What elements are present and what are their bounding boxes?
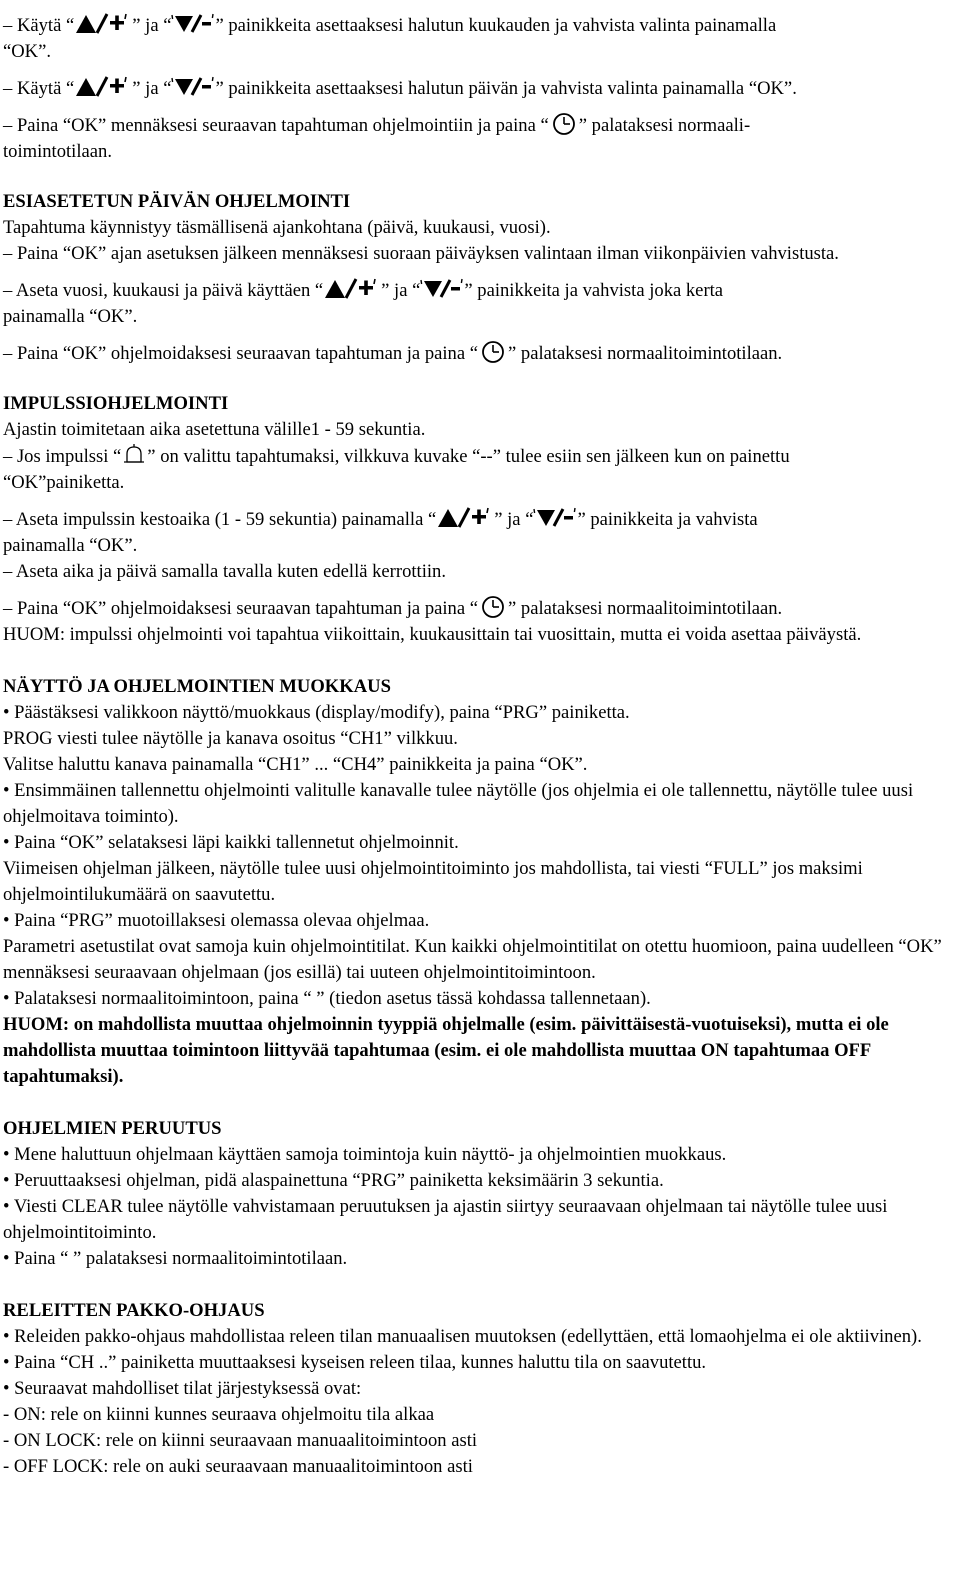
list-item: - ON: rele on kiinni kunnes seuraava ohjelmoitu tila alkaa <box>3 1404 435 1425</box>
paragraph: Tapahtuma käynnistyy täsmällisenä ajankohtana (päivä, kuukausi, vuosi). <box>3 217 551 238</box>
text: ” painikkeita asettaaksesi halutun kuukauden ja vahvista valinta painamalla <box>215 15 777 36</box>
intro-line-next <box>3 112 957 165</box>
paragraph: Viimeisen ohjelman jälkeen, näytölle tulee uusi ohjelmointitoiminto jos mahdollista, tai viesti “FULL” jos maksimi ohjelmointilukumäärä on saavutettu. <box>3 858 863 905</box>
paragraph <box>3 340 957 367</box>
paragraph: • Viesti CLEAR tulee näytölle vahvistamaan peruutuksen ja ajastin siirtyy seuraavaan ohjelmaan tai näytölle tulee uusi ohjelmointitoiminto. <box>3 1196 888 1243</box>
paragraph: Ajastin toimitetaan aika asetettuna välille1 - 59 sekuntia. <box>3 419 426 440</box>
text: – Paina “OK” ohjelmoidaksesi seuraavan tapahtuman ja paina “ <box>3 343 479 364</box>
document-page <box>3 12 957 1480</box>
paragraph: • Ensimmäinen tallennettu ohjelmointi valitulle kanavalle tulee näytölle (jos ohjelmia ei ole tallennettu, näytölle tulee uusi ohjelmoitava toiminto). <box>3 780 914 827</box>
section-heading: OHJELMIEN PERUUTUS <box>3 1118 222 1139</box>
text: – Aseta impulssin kestoaika (1 - 59 sekuntia) painamalla “ <box>3 509 437 530</box>
text: ” palataksesi normaalitoimintotilaan. <box>508 343 783 364</box>
paragraph: Parametri asetustilat ovat samoja kuin ohjelmointitilat. Kun kaikki ohjelmointitilat on otettu huomioon, paina uudelleen “OK” mennäksesi seuraavaan ohjelmaan (jos esillä) tai uuteen ohjelmointitoimintoon. <box>3 936 942 983</box>
up-plus-button-icon <box>323 277 381 299</box>
intro-section <box>3 12 957 165</box>
paragraph <box>3 506 957 559</box>
paragraph: • Paina “OK” selataksesi läpi kaikki tallennetut ohjelmoinnit. <box>3 832 459 853</box>
intro-line-month <box>3 12 957 65</box>
paragraph: – Paina “OK” ajan asetuksen jälkeen mennäksesi suoraan päiväyksen valintaan ilman viikonpäivien vahvistusta. <box>3 243 839 264</box>
text: “OK”painiketta. <box>3 472 125 493</box>
down-minus-button-icon <box>420 277 464 299</box>
text: ” painikkeita ja vahvista <box>577 509 758 530</box>
paragraph: • Mene haluttuun ohjelmaan käyttäen samoja toimintoja kuin näyttö- ja ohjelmointien muokkaus. <box>3 1144 727 1165</box>
note-paragraph: HUOM: on mahdollista muuttaa ohjelmoinnin tyyppiä ohjelmalle (esim. päivittäisestä-vuotuiseksi), mutta ei ole mahdollista muuttaa toimintoon liittyvää tapahtumaa (esim. ei ole mahdollista muuttaa ON tapahtumaa OFF tapahtumaksi). <box>3 1014 889 1087</box>
text: – Jos impulssi “ <box>3 446 122 467</box>
paragraph: • Peruuttaaksesi ohjelman, pidä alaspainettuna “PRG” painiketta keksimäärin 3 sekuntia. <box>3 1170 664 1191</box>
text: – Aseta vuosi, kuukausi ja päivä käyttäen “ <box>3 280 324 301</box>
display-section <box>3 674 957 1090</box>
text: – Käytä “ <box>3 15 75 36</box>
text: “OK”. <box>3 41 52 62</box>
paragraph: • Paina “CH ..” painiketta muuttaaksesi kyseisen releen tilaa, kunnes haluttu tila on saavutettu. <box>3 1352 707 1373</box>
section-heading: RELEITTEN PAKKO-OHJAUS <box>3 1300 265 1321</box>
text: ” painikkeita asettaaksesi halutun päivän ja vahvista valinta painamalla “OK”. <box>215 78 797 99</box>
text: ” palataksesi normaalitoimintotilaan. <box>508 598 783 619</box>
text: ” ja “ <box>132 78 172 99</box>
paragraph <box>3 443 957 496</box>
impulse-section <box>3 391 957 648</box>
clock-icon <box>549 112 579 134</box>
paragraph <box>3 595 957 622</box>
paragraph: Valitse haluttu kanava painamalla “CH1” ... “CH4” painikkeita ja paina “OK”. <box>3 754 588 775</box>
relays-section <box>3 1298 957 1480</box>
paragraph: PROG viesti tulee näytölle ja kanava osoitus “CH1” vilkkuu. <box>3 728 458 749</box>
down-minus-button-icon <box>171 12 215 34</box>
text: ” painikkeita ja vahvista joka kerta <box>464 280 724 301</box>
text: ” on valittu tapahtumaksi, vilkkuva kuvake “--” tulee esiin sen jälkeen kun on painettu <box>147 446 790 467</box>
text: ” palataksesi normaali- <box>578 115 751 136</box>
down-minus-button-icon <box>533 506 577 528</box>
paragraph: • Palataksesi normaalitoimintoon, paina “ ” (tiedon asetus tässä kohdassa tallennetaan). <box>3 988 651 1009</box>
intro-line-day <box>3 75 957 102</box>
text: ” ja “ <box>494 509 534 530</box>
paragraph: • Paina “ ” palataksesi normaalitoimintotilaan. <box>3 1248 348 1269</box>
text: painamalla “OK”. <box>3 306 138 327</box>
section-heading: ESIASETETUN PÄIVÄN OHJELMOINTI <box>3 191 351 212</box>
clock-icon <box>478 595 508 617</box>
section-heading: IMPULSSIOHJELMOINTI <box>3 393 229 414</box>
bell-icon <box>121 443 147 465</box>
text: ” ja “ <box>381 280 421 301</box>
up-plus-button-icon <box>74 75 132 97</box>
paragraph: • Paina “PRG” muotoillaksesi olemassa olevaa ohjelmaa. <box>3 910 430 931</box>
list-item: - ON LOCK: rele on kiinni seuraavaan manuaalitoimintoon asti <box>3 1430 478 1451</box>
down-minus-button-icon <box>171 75 215 97</box>
paragraph: • Päästäksesi valikkoon näyttö/muokkaus (display/modify), paina “PRG” painiketta. <box>3 702 630 723</box>
paragraph: • Releiden pakko-ohjaus mahdollistaa releen tilan manuaalisen muutoksen (edellyttäen, että lomaohjelma ei ole aktiivinen). <box>3 1326 922 1347</box>
cancel-section <box>3 1116 957 1272</box>
list-item: - OFF LOCK: rele on auki seuraavaan manuaalitoimintoon asti <box>3 1456 473 1477</box>
text: – Paina “OK” mennäksesi seuraavan tapahtuman ohjelmointiin ja paina “ <box>3 115 549 136</box>
clock-icon <box>478 340 508 362</box>
paragraph: HUOM: impulssi ohjelmointi voi tapahtua viikoittain, kuukausittain tai vuosittain, mutta ei voida asettaa päiväystä. <box>3 624 862 645</box>
up-plus-button-icon <box>74 12 132 34</box>
text: – Paina “OK” ohjelmoidaksesi seuraavan tapahtuman ja paina “ <box>3 598 479 619</box>
up-plus-button-icon <box>436 506 494 528</box>
preset-section <box>3 189 957 367</box>
text: painamalla “OK”. <box>3 535 138 556</box>
text: – Käytä “ <box>3 78 75 99</box>
paragraph <box>3 277 957 330</box>
text: ” ja “ <box>132 15 172 36</box>
paragraph: – Aseta aika ja päivä samalla tavalla kuten edellä kerrottiin. <box>3 561 446 582</box>
text: toimintotilaan. <box>3 141 112 162</box>
section-heading: NÄYTTÖ JA OHJELMOINTIEN MUOKKAUS <box>3 676 391 697</box>
paragraph: • Seuraavat mahdolliset tilat järjestyksessä ovat: <box>3 1378 362 1399</box>
